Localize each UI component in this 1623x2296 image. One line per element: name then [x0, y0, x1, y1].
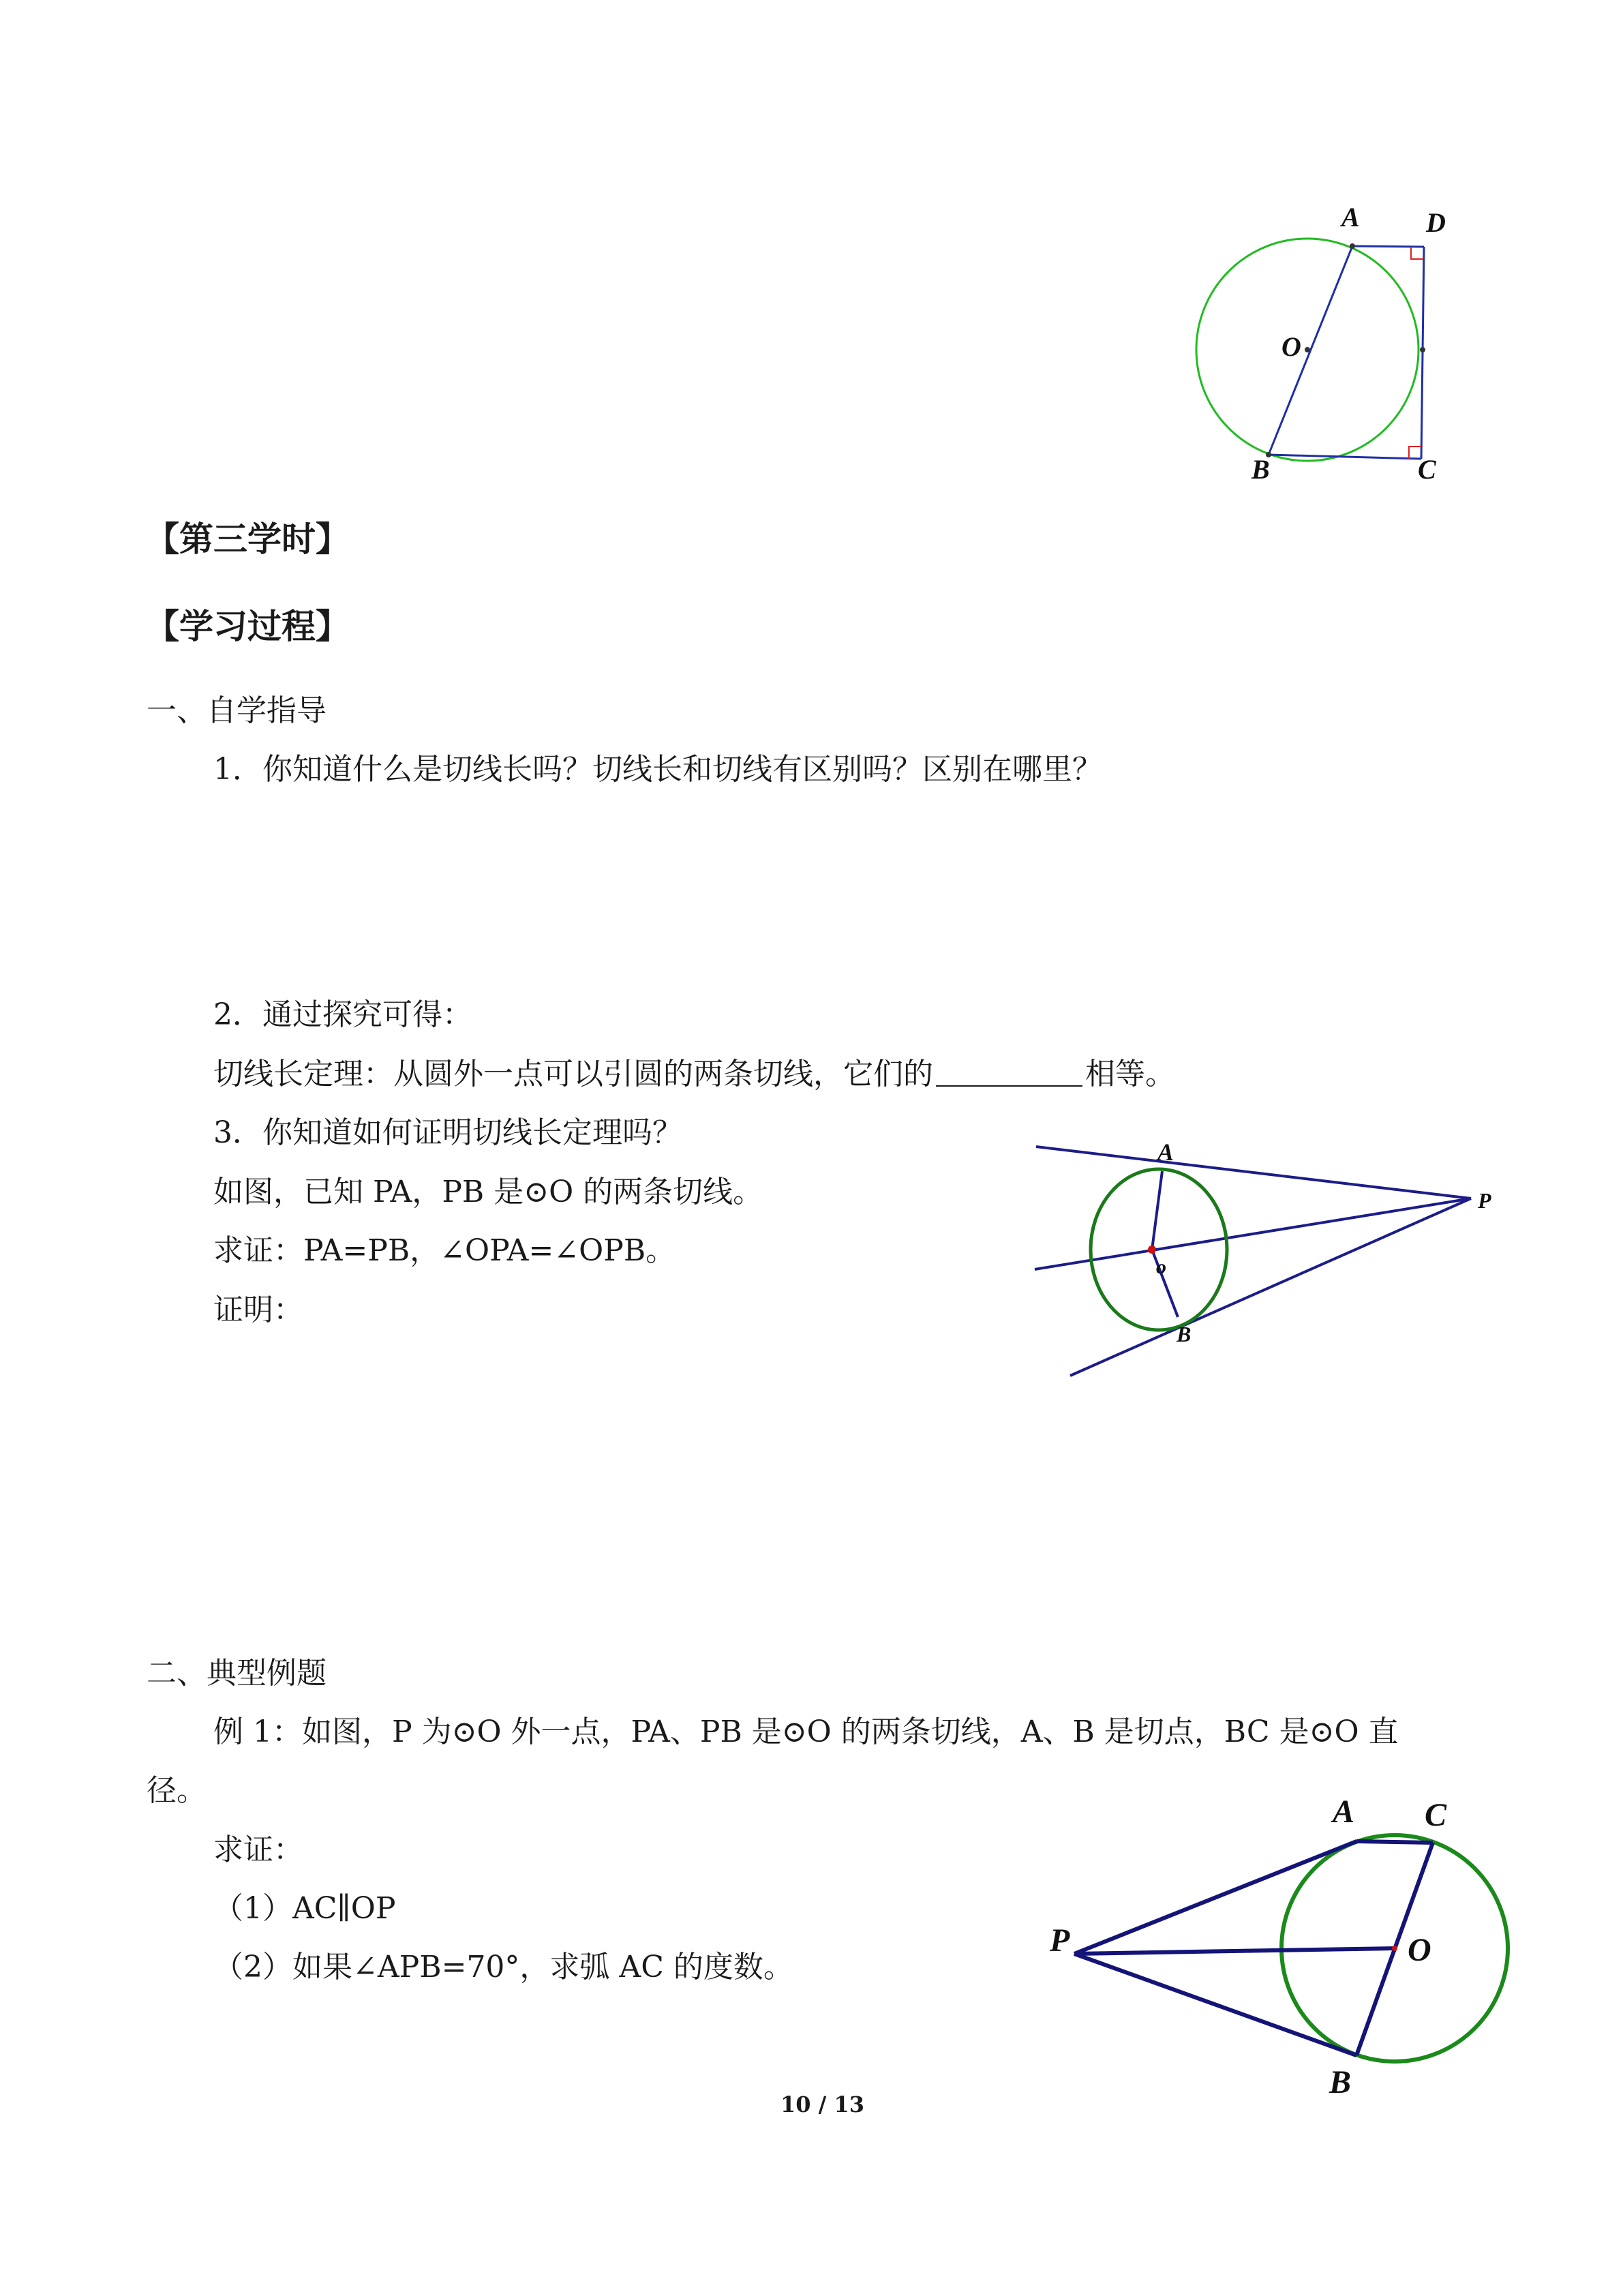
fig3-label-C: C: [1425, 1797, 1447, 1833]
fig1-label-D: D: [1426, 207, 1446, 238]
fig3-label-P: P: [1050, 1922, 1070, 1959]
fig1-segment-DC: [1421, 247, 1424, 459]
theorem-text-before: 切线长定理：从圆外一点可以引圆的两条切线，它们的: [213, 1057, 933, 1091]
fig3-tangent-PB: [1074, 1954, 1356, 2055]
section-heading-lesson3: 【第三学时】: [145, 519, 350, 559]
question-3: 3．你知道如何证明切线长定理吗？: [213, 1115, 682, 1150]
question-2: 2．通过探究可得：: [213, 997, 472, 1032]
fig1-right-angle-D: [1411, 247, 1423, 259]
fig2-point-O: [1148, 1245, 1156, 1254]
fig2-radius-OA: [1152, 1171, 1162, 1250]
part1-title: 一、自学指导: [147, 693, 327, 728]
fig1-point-tangent: [1420, 347, 1425, 352]
fig1-label-C: C: [1418, 454, 1436, 485]
fig1-segment-AD: [1352, 246, 1424, 247]
fig1-label-O: O: [1281, 331, 1301, 362]
example1-line1: 例 1：如图，P 为⊙O 外一点，PA、PB 是⊙O 的两条切线，A、B 是切点，BC 是⊙O 直: [213, 1715, 1399, 1749]
given-statement: 如图，已知 PA，PB 是⊙O 的两条切线。: [213, 1175, 763, 1209]
fig3-line-PO: [1074, 1948, 1395, 1954]
fig1-label-A: A: [1341, 202, 1360, 232]
part2-title: 二、典型例题: [147, 1656, 327, 1691]
answer-blank[interactable]: [936, 1058, 1082, 1087]
example1-prove: 求证：: [213, 1832, 303, 1867]
fig1-point-A: [1350, 243, 1355, 249]
fig1-label-B: B: [1252, 454, 1270, 485]
page-number: 10 / 13: [780, 2091, 865, 2117]
fig3-tangent-PA: [1074, 1841, 1356, 1954]
example1-line2: 径。: [147, 1773, 207, 1808]
theorem-line: [213, 1054, 1175, 1095]
fig1-point-O: [1305, 347, 1310, 352]
section-heading-process: 【学习过程】: [145, 606, 350, 646]
fig3-label-A: A: [1333, 1794, 1355, 1830]
fig2-tangent-PA: [1036, 1147, 1471, 1198]
fig2-label-A: A: [1157, 1138, 1174, 1166]
figure-tangent-lengths: [1022, 1118, 1500, 1391]
fig3-label-B: B: [1329, 2064, 1352, 2100]
fig3-segment-AC: [1356, 1841, 1433, 1843]
figure-example1: [1036, 1772, 1541, 2127]
example1-item1: （1）AC∥OP: [213, 1891, 396, 1926]
fig3-point-O: [1392, 1946, 1397, 1951]
fig2-label-O: o: [1156, 1256, 1166, 1278]
fig2-label-P: P: [1478, 1188, 1491, 1213]
theorem-text-after: 相等。: [1085, 1057, 1175, 1091]
fig2-tangent-PB: [1070, 1198, 1471, 1376]
proof-label: 证明：: [213, 1293, 303, 1327]
question-1: 1．你知道什么是切线长吗？切线长和切线有区别吗？区别在哪里？: [213, 752, 1102, 787]
fig2-label-B: B: [1177, 1322, 1192, 1346]
fig3-label-O: O: [1408, 1932, 1431, 1968]
prove-statement: 求证：PA=PB，∠OPA=∠OPB。: [213, 1233, 676, 1268]
example1-item2: （2）如果∠APB=70°，求弧 AC 的度数。: [213, 1950, 793, 1984]
figure-circle-trapezoid: [1186, 198, 1500, 511]
